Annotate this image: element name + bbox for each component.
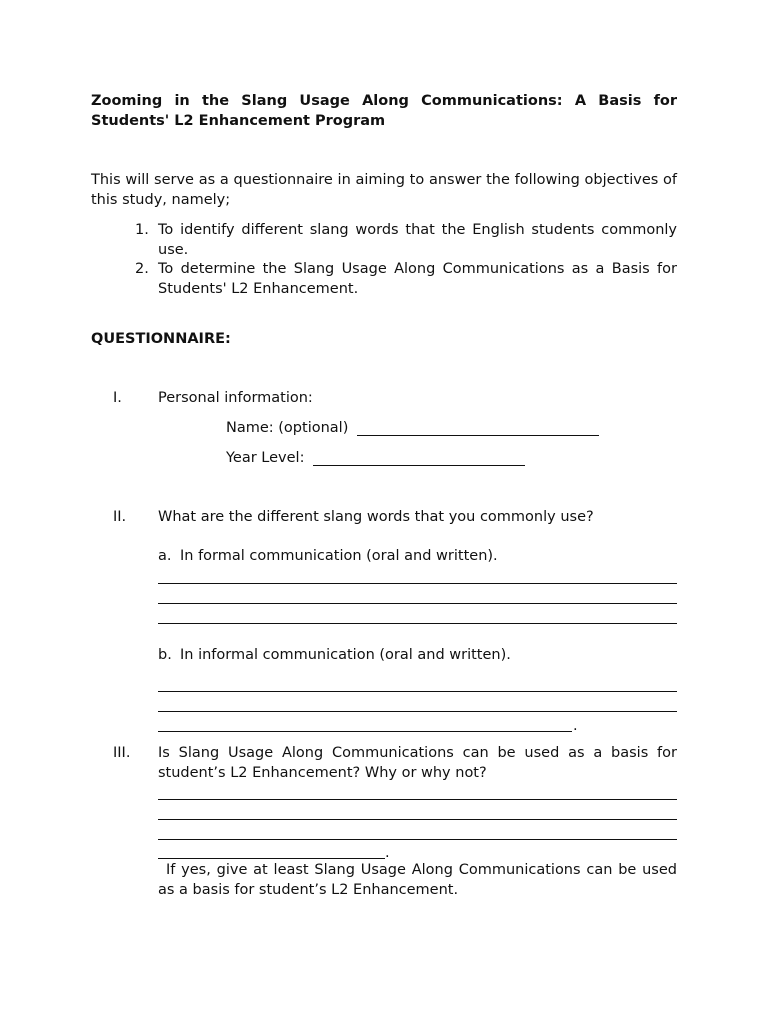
year-level-input-line[interactable] <box>313 465 525 466</box>
answer-line[interactable] <box>158 799 677 800</box>
subitem-text: In formal communication (oral and written). <box>180 548 498 564</box>
answer-line[interactable] <box>158 731 572 732</box>
answer-line[interactable] <box>158 691 677 692</box>
subitem-letter: b. <box>158 647 172 663</box>
objective-text: To determine the Slang Usage Along Communications as a Basis for Students' L2 Enhancement. <box>158 261 677 297</box>
answer-line[interactable] <box>158 623 677 624</box>
objective-text: To identify different slang words that the English students commonly use. <box>158 222 677 258</box>
intro-paragraph: This will serve as a questionnaire in aiming to answer the following objectives of this study, namely; <box>91 172 677 208</box>
questionnaire-heading: QUESTIONNAIRE: <box>91 331 231 347</box>
section-question: What are the different slang words that you commonly use? <box>158 509 594 525</box>
subitem-text: In informal communication (oral and written). <box>180 647 511 663</box>
objective-number: 2. <box>135 261 149 277</box>
objective-item <box>135 221 677 260</box>
document-title: Zooming in the Slang Usage Along Communications: A Basis for Students' L2 Enhancement Program <box>91 93 677 129</box>
answer-line[interactable] <box>158 839 677 840</box>
answer-line[interactable] <box>158 603 677 604</box>
answer-line[interactable] <box>158 858 385 859</box>
answer-line[interactable] <box>158 711 677 712</box>
answer-line[interactable] <box>158 583 677 584</box>
objective-item <box>135 260 677 299</box>
section-heading: Personal information: <box>158 390 313 406</box>
year-level-label: Year Level: <box>226 450 305 466</box>
line-period: . <box>573 718 578 734</box>
line-period: . <box>385 845 390 861</box>
section-numeral: III. <box>113 745 131 761</box>
section-question: Is Slang Usage Along Communications can be used as a basis for student’s L2 Enhancement? Why or why not? <box>158 745 677 781</box>
subitem-letter: a. <box>158 548 172 564</box>
document-page <box>91 0 677 1024</box>
followup-text: If yes, give at least Slang Usage Along Communications can be used as a basis for student’s L2 Enhancement. <box>158 862 677 898</box>
answer-line[interactable] <box>158 819 677 820</box>
section-numeral: I. <box>113 390 122 406</box>
name-input-line[interactable] <box>357 435 599 436</box>
name-label: Name: (optional) <box>226 420 349 436</box>
objective-number: 1. <box>135 222 149 238</box>
section-numeral: II. <box>113 509 127 525</box>
